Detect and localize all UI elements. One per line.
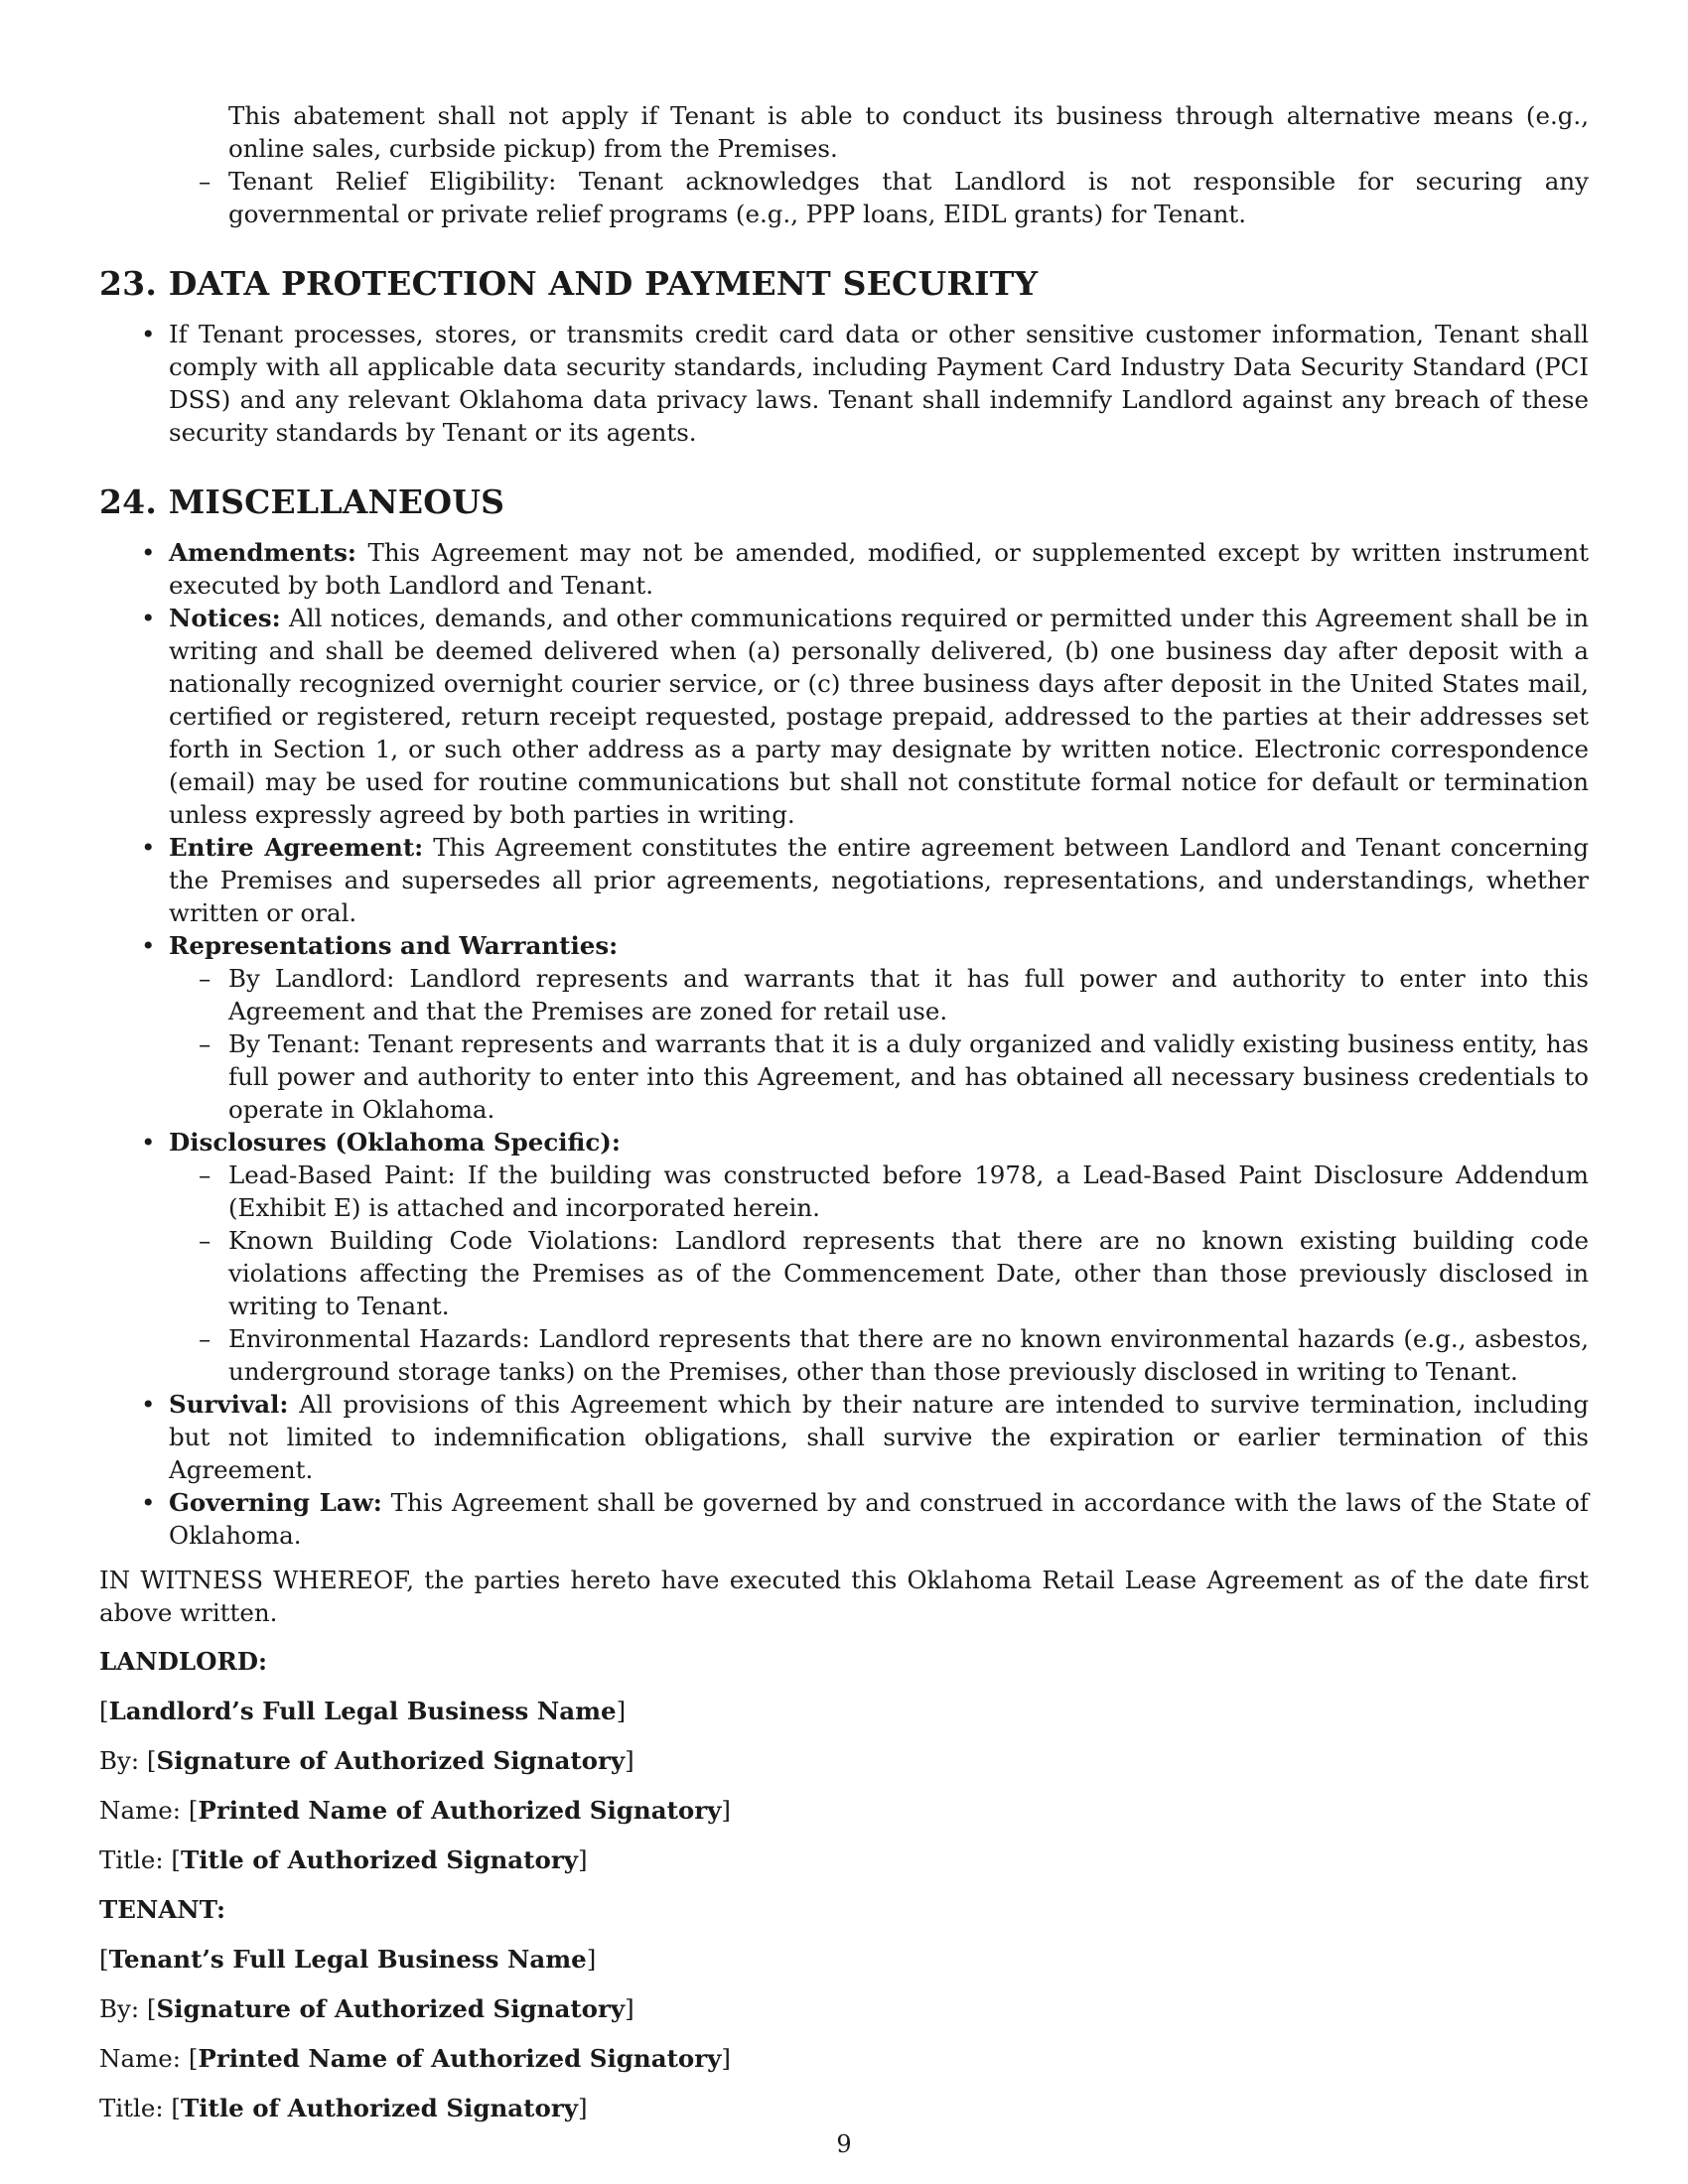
- representations-label: Representations and Warranties:: [169, 931, 619, 960]
- section-23-heading: 23. DATA PROTECTION AND PAYMENT SECURITY: [99, 264, 1039, 303]
- tenant-title-label: Title:: [99, 2094, 164, 2122]
- disclosures-list: [99, 1126, 1589, 1159]
- representations-item: [99, 929, 1589, 962]
- landlord-printed-value: Printed Name of Authorized Signatory: [198, 1796, 722, 1825]
- landlord-heading: LANDLORD:: [99, 1647, 268, 1676]
- reps-landlord-item: – By Landlord: Landlord represents and warrants that it has full power and authority to enter into this Agreement and that the Premises are zoned for retail use.: [99, 962, 1589, 1027]
- landlord-title-label: Title:: [99, 1845, 164, 1874]
- landlord-by-value: Signature of Authorized Signatory: [156, 1746, 626, 1775]
- tenant-name-placeholder: Tenant’s Full Legal Business Name: [108, 1945, 587, 1974]
- reps-tenant-item: – By Tenant: Tenant represents and warrants that it is a duly organized and validly existing business entity, has full power and authority to enter into this Agreement, and has obtained all necessary business credentials to operate in Oklahoma.: [99, 1027, 1589, 1126]
- tenant-by-value: Signature of Authorized Signatory: [156, 1994, 626, 2023]
- landlord-name-line: [Landlord’s Full Legal Business Name]: [99, 1697, 627, 1725]
- notices-item: [99, 602, 1589, 831]
- survival-item: [99, 1388, 1589, 1486]
- entire-agreement-item: [99, 831, 1589, 929]
- survival-label: Survival:: [169, 1390, 289, 1419]
- environmental-hazards-item: – Environmental Hazards: Landlord represents that there are no known environmental hazards (e.g., asbestos, underground storage tanks) on the Premises, other than those previously disclosed in writing to Tenant.: [99, 1322, 1589, 1388]
- tenant-printed-label: Name:: [99, 2044, 182, 2073]
- survival-text: All provisions of this Agreement which by their nature are intended to survive termination, including but not limited to indemnification obligations, shall survive the expiration or earlier termination of this Agreement.: [169, 1390, 1590, 1484]
- landlord-printed-label: Name:: [99, 1796, 182, 1825]
- disclosures-label: Disclosures (Oklahoma Specific):: [169, 1128, 621, 1157]
- representations-sublist: [99, 962, 1589, 1126]
- page-content: [99, 99, 1589, 2125]
- tenant-signature-block: [99, 1893, 1589, 2125]
- landlord-title-line: Title: [Title of Authorized Signatory]: [99, 1845, 588, 1874]
- entire-agreement-label: Entire Agreement:: [169, 833, 424, 862]
- notices-label: Notices:: [169, 604, 281, 632]
- amendments-item: [99, 536, 1589, 602]
- closing-clauses-list: [99, 1388, 1589, 1552]
- section-24-heading: 24. MISCELLANEOUS: [99, 482, 505, 521]
- landlord-name-placeholder: Landlord’s Full Legal Business Name: [108, 1697, 617, 1725]
- entire-agreement-text: This Agreement constitutes the entire agreement between Landlord and Tenant concerning the Premises and supersedes all prior agreements, negotiations, representations, and understandings, whether written or oral.: [169, 833, 1589, 927]
- abatement-paragraph-continuation: This abatement shall not apply if Tenant is able to conduct its business through alternative means (e.g., online sales, curbside pickup) from the Premises.: [228, 101, 1589, 163]
- lead-paint-item: – Lead-Based Paint: If the building was constructed before 1978, a Lead-Based Paint Disclosure Addendum (Exhibit E) is attached and incorporated herein.: [99, 1159, 1589, 1224]
- governing-law-label: Governing Law:: [169, 1488, 382, 1517]
- tenant-title-value: Title of Authorized Signatory: [180, 2094, 578, 2122]
- amendments-text: This Agreement may not be amended, modified, or supplemented except by written instrument executed by both Landlord and Tenant.: [169, 538, 1589, 600]
- landlord-printed-name-line: Name: [Printed Name of Authorized Signatory]: [99, 1796, 731, 1825]
- tenant-printed-name-line: Name: [Printed Name of Authorized Signatory]: [99, 2044, 731, 2073]
- governing-law-item: [99, 1486, 1589, 1552]
- landlord-by-line: By: [Signature of Authorized Signatory]: [99, 1746, 634, 1775]
- tenant-title-line: Title: [Title of Authorized Signatory]: [99, 2094, 588, 2122]
- tenant-relief-item: – Tenant Relief Eligibility: Tenant acknowledges that Landlord is not responsible for securing any governmental or private relief programs (e.g., PPP loans, EIDL grants) for Tenant.: [99, 165, 1589, 230]
- notices-text: All notices, demands, and other communications required or permitted under this Agreement shall be in writing and shall be deemed delivered when (a) personally delivered, (b) one business day after deposit with a nationally recognized overnight courier service, or (c) three business days after deposit in the United States mail, certified or registered, return receipt requested, postage prepaid, addressed to the parties at their addresses set forth in Section 1, or such other address as a party may designate by written notice. Electronic correspondence (email) may be used for routine communications but shall not constitute formal notice for default or termination unless expressly agreed by both parties in writing.: [169, 604, 1589, 829]
- governing-law-text: This Agreement shall be governed by and construed in accordance with the laws of the State of Oklahoma.: [169, 1488, 1589, 1550]
- section-24-list: [99, 536, 1589, 962]
- landlord-by-label: By:: [99, 1746, 140, 1775]
- tenant-name-line: [Tenant’s Full Legal Business Name]: [99, 1945, 597, 1974]
- witness-clause: IN WITNESS WHEREOF, the parties hereto have executed this Oklahoma Retail Lease Agreement as of the date first above written.: [99, 1566, 1589, 1627]
- page-number: 9: [836, 2130, 852, 2158]
- relief-list: [99, 165, 1589, 230]
- tenant-heading: TENANT:: [99, 1895, 226, 1924]
- tenant-printed-value: Printed Name of Authorized Signatory: [198, 2044, 722, 2073]
- code-violations-item: – Known Building Code Violations: Landlord represents that there are no known existing building code violations affecting the Premises as of the Commencement Date, other than those previously disclosed in writing to Tenant.: [99, 1224, 1589, 1322]
- data-security-item: • If Tenant processes, stores, or transmits credit card data or other sensitive customer information, Tenant shall comply with all applicable data security standards, including Payment Card Industry Data Security Standard (PCI DSS) and any relevant Oklahoma data privacy laws. Tenant shall indemnify Landlord against any breach of these security standards by Tenant or its agents.: [99, 318, 1589, 449]
- disclosures-item: [99, 1126, 1589, 1159]
- amendments-label: Amendments:: [169, 538, 356, 567]
- disclosures-sublist: [99, 1159, 1589, 1388]
- section-23-list: [99, 318, 1589, 449]
- tenant-by-line: By: [Signature of Authorized Signatory]: [99, 1994, 634, 2023]
- landlord-title-value: Title of Authorized Signatory: [180, 1845, 578, 1874]
- landlord-signature-block: [99, 1645, 1589, 1877]
- tenant-by-label: By:: [99, 1994, 140, 2023]
